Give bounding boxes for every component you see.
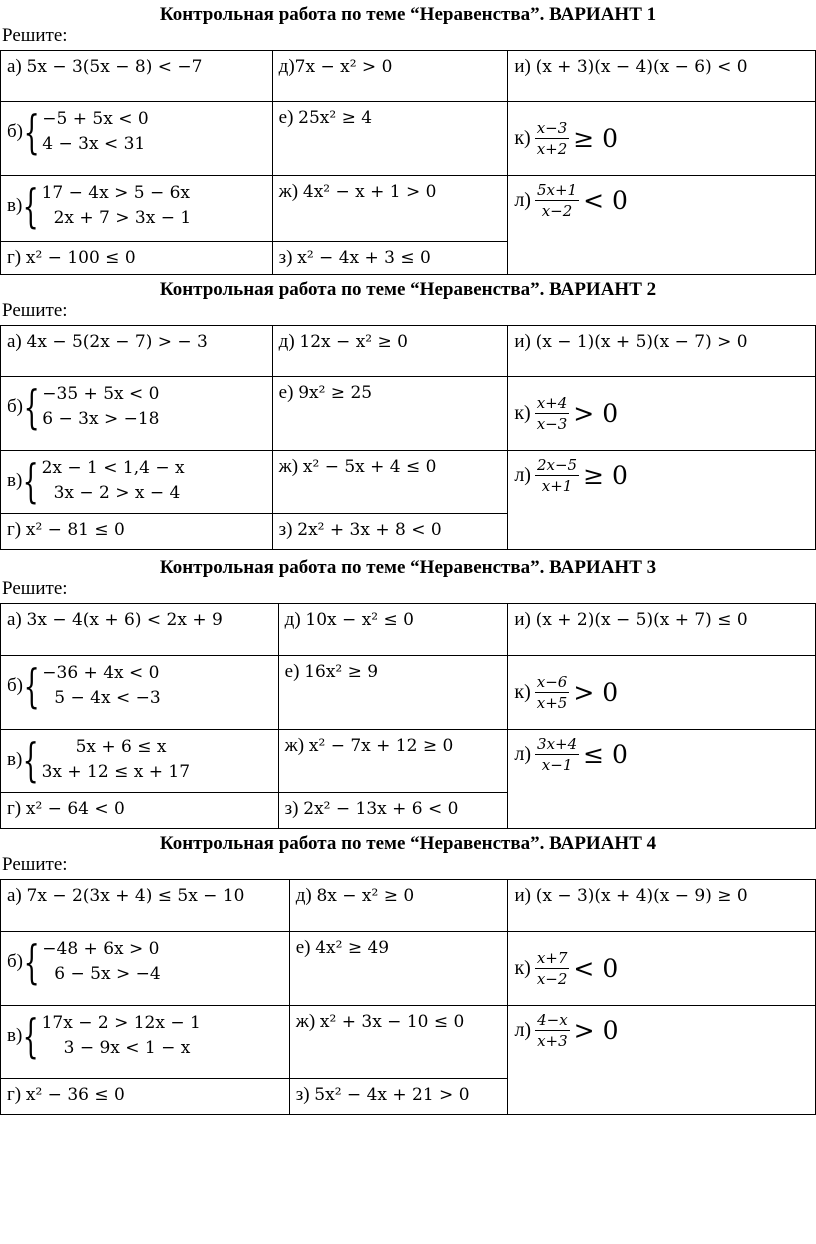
brace-icon: { — [23, 659, 40, 713]
solve-label: Решите: — [2, 25, 68, 46]
problems-table — [0, 50, 816, 275]
problem-d: д) 10x − x² ≤ 0 — [278, 604, 508, 656]
problem-v: в) { 2x − 1 < 1,4 − x 3x − 2 > x − 4 — [1, 451, 273, 514]
problem-i: и) (x + 2)(x − 5)(x + 7) ≤ 0 — [508, 604, 816, 656]
problem-v: в) { 17 − 4x > 5 − 6x 2x + 7 > 3x − 1 — [1, 176, 273, 242]
brace-icon: { — [22, 179, 40, 233]
solve-label: Решите: — [2, 854, 68, 875]
problem-e: е) 16x² ≥ 9 — [278, 656, 508, 730]
variant-title: Контрольная работа по теме “Неравенства”. ВАРИАНТ 4 — [159, 833, 657, 854]
problem-z: з) 2x² + 3x + 8 < 0 — [272, 514, 508, 550]
problem-zh: ж) x² + 3x − 10 ≤ 0 — [289, 1006, 508, 1079]
problem-g: г) x² − 81 ≤ 0 — [1, 514, 273, 550]
problems-table — [0, 325, 816, 550]
problem-l: л) 4−x x+3 > 0 — [508, 1006, 816, 1115]
problem-d: д) 8x − x² ≥ 0 — [289, 880, 508, 932]
problems-table — [0, 603, 816, 829]
variant-title: Контрольная работа по теме “Неравенства”. ВАРИАНТ 3 — [159, 557, 657, 578]
problem-g: г) x² − 36 ≤ 0 — [1, 1079, 290, 1115]
problem-b: б) { −48 + 6x > 0 6 − 5x > −4 — [1, 932, 290, 1006]
problem-b: б) { −36 + 4x < 0 5 − 4x < −3 — [1, 656, 279, 730]
problem-a: а) 3x − 4(x + 6) < 2x + 9 — [1, 604, 279, 656]
variant-title: Контрольная работа по теме “Неравенства”. ВАРИАНТ 1 — [159, 4, 657, 25]
problem-g: г) x² − 100 ≤ 0 — [1, 242, 273, 275]
brace-icon: { — [22, 1009, 40, 1063]
problem-z: з) 5x² − 4x + 21 > 0 — [289, 1079, 508, 1115]
problem-a: а) 5x − 3(5x − 8) < −7 — [1, 51, 273, 102]
problem-z: з) x² − 4x + 3 ≤ 0 — [272, 242, 508, 275]
problem-g: г) x² − 64 < 0 — [1, 793, 279, 829]
problem-e: е) 25x² ≥ 4 — [272, 102, 508, 176]
brace-icon: { — [23, 380, 40, 434]
problem-e: е) 9x² ≥ 25 — [272, 377, 508, 451]
problem-a: а) 7x − 2(3x + 4) ≤ 5x − 10 — [1, 880, 290, 932]
problem-a: а) 4x − 5(2x − 7) > − 3 — [1, 326, 273, 377]
problem-d: д)7x − x² > 0 — [272, 51, 508, 102]
problem-zh: ж) x² − 5x + 4 ≤ 0 — [272, 451, 508, 514]
problem-zh: ж) x² − 7x + 12 ≥ 0 — [278, 730, 508, 793]
problem-b: б) { −35 + 5x < 0 6 − 3x > −18 — [1, 377, 273, 451]
problem-v: в) { 5x + 6 ≤ x 3x + 12 ≤ x + 17 — [1, 730, 279, 793]
problem-d: д) 12x − x² ≥ 0 — [272, 326, 508, 377]
problem-l: л) 5x+1 x−2 < 0 — [508, 176, 816, 275]
problem-k: к) x−6 x+5 > 0 — [508, 656, 816, 730]
brace-icon: { — [23, 935, 40, 989]
problem-zh: ж) 4x² − x + 1 > 0 — [272, 176, 508, 242]
problem-k: к) $\frac{x-3}{x+2}$ ≥ 0 — [508, 102, 816, 176]
variant-title: Контрольная работа по теме “Неравенства”. ВАРИАНТ 2 — [159, 279, 657, 300]
problem-i: и) (x + 3)(x − 4)(x − 6) < 0 — [508, 51, 816, 102]
problem-k: к) x+4 x−3 > 0 — [508, 377, 816, 451]
problem-e: е) 4x² ≥ 49 — [289, 932, 508, 1006]
brace-icon: { — [22, 454, 40, 508]
problems-table — [0, 879, 816, 1115]
problem-l: л) $\frac{2x-5}{x+1}$ ≥ 0 — [508, 451, 816, 550]
problem-k: к) x+7 x−2 < 0 — [508, 932, 816, 1006]
problem-b: б) { −5 + 5x < 0 4 − 3x < 31 — [1, 102, 273, 176]
problem-i: и) (x − 1)(x + 5)(x − 7) > 0 — [508, 326, 816, 377]
problem-i: и) (x − 3)(x + 4)(x − 9) ≥ 0 — [508, 880, 816, 932]
brace-icon: { — [22, 733, 40, 787]
solve-label: Решите: — [2, 300, 68, 321]
problem-z: з) 2x² − 13x + 6 < 0 — [278, 793, 508, 829]
brace-icon: { — [23, 105, 40, 159]
problem-v: в) { 17x − 2 > 12x − 1 3 − 9x < 1 − x — [1, 1006, 290, 1079]
problem-l: л) $\frac{3x+4}{x-1}$ ≤ 0 — [508, 730, 816, 829]
solve-label: Решите: — [2, 578, 68, 599]
